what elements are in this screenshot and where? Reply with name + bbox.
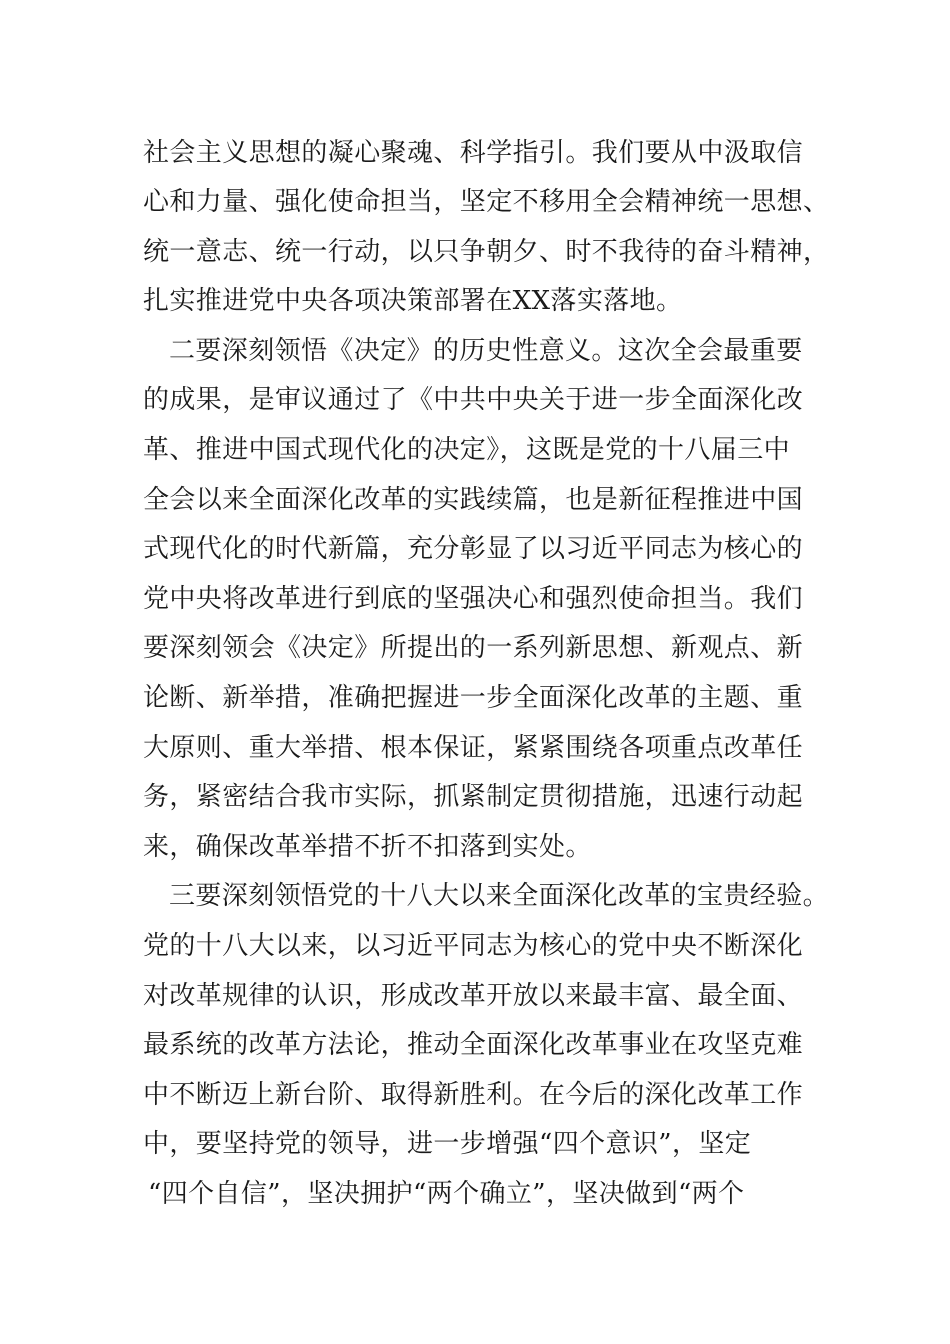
text-line: 的成果，是审议通过了《中共中央关于进一步全面深化改 (143, 385, 804, 415)
text-line: 论断、新举措，准确把握进一步全面深化改革的主题、重 (143, 683, 804, 713)
paragraph-start-line: 三要深刻领悟党的十八大以来全面深化改革的宝贵经验。 (169, 881, 830, 911)
text-line: 全会以来全面深化改革的实践续篇，也是新征程推进中国 (143, 485, 804, 515)
text-line: 对改革规律的认识，形成改革开放以来最丰富、最全面、 (143, 981, 804, 1011)
text-line: 革、推进中国式现代化的决定》，这既是党的十八届三中 (143, 435, 791, 465)
paragraph-start-line: 二要深刻领悟《决定》的历史性意义。这次全会最重要 (169, 336, 803, 366)
text-line: 社会主义思想的凝心聚魂、科学指引。我们要从中汲取信 (143, 138, 804, 168)
text-line: 务，紧密结合我市实际，抓紧制定贯彻措施，迅速行动起 (143, 782, 804, 812)
text-line: 来，确保改革举措不折不扣落到实处。 (143, 832, 592, 862)
text-line: 中，要坚持党的领导，进一步增强“四个意识”，坚定 (143, 1129, 752, 1159)
text-line: 党中央将改革进行到底的坚强决心和强烈使命担当。我们 (143, 584, 804, 614)
text-line: 统一意志、统一行动，以只争朝夕、时不我待的奋斗精神， (143, 237, 830, 267)
text-line: 式现代化的时代新篇，充分彰显了以习近平同志为核心的 (143, 534, 804, 564)
text-line: 大原则、重大举措、根本保证，紧紧围绕各项重点改革任 (143, 733, 804, 763)
text-line: 最系统的改革方法论，推动全面深化改革事业在攻坚克难 (143, 1030, 804, 1060)
text-line: 要深刻领会《决定》所提出的一系列新思想、新观点、新 (143, 633, 804, 663)
text-line: 心和力量、强化使命担当，坚定不移用全会精神统一思想、 (143, 187, 830, 217)
text-line: 中不断迈上新台阶、取得新胜利。在今后的深化改革工作 (143, 1080, 804, 1110)
text-line: 党的十八大以来，以习近平同志为核心的党中央不断深化 (143, 931, 804, 961)
text-line: “四个自信”，坚决拥护“两个确立”，坚决做到“两个 (148, 1179, 745, 1209)
text-line: 扎实推进党中央各项决策部署在XX落实落地。 (143, 286, 683, 316)
